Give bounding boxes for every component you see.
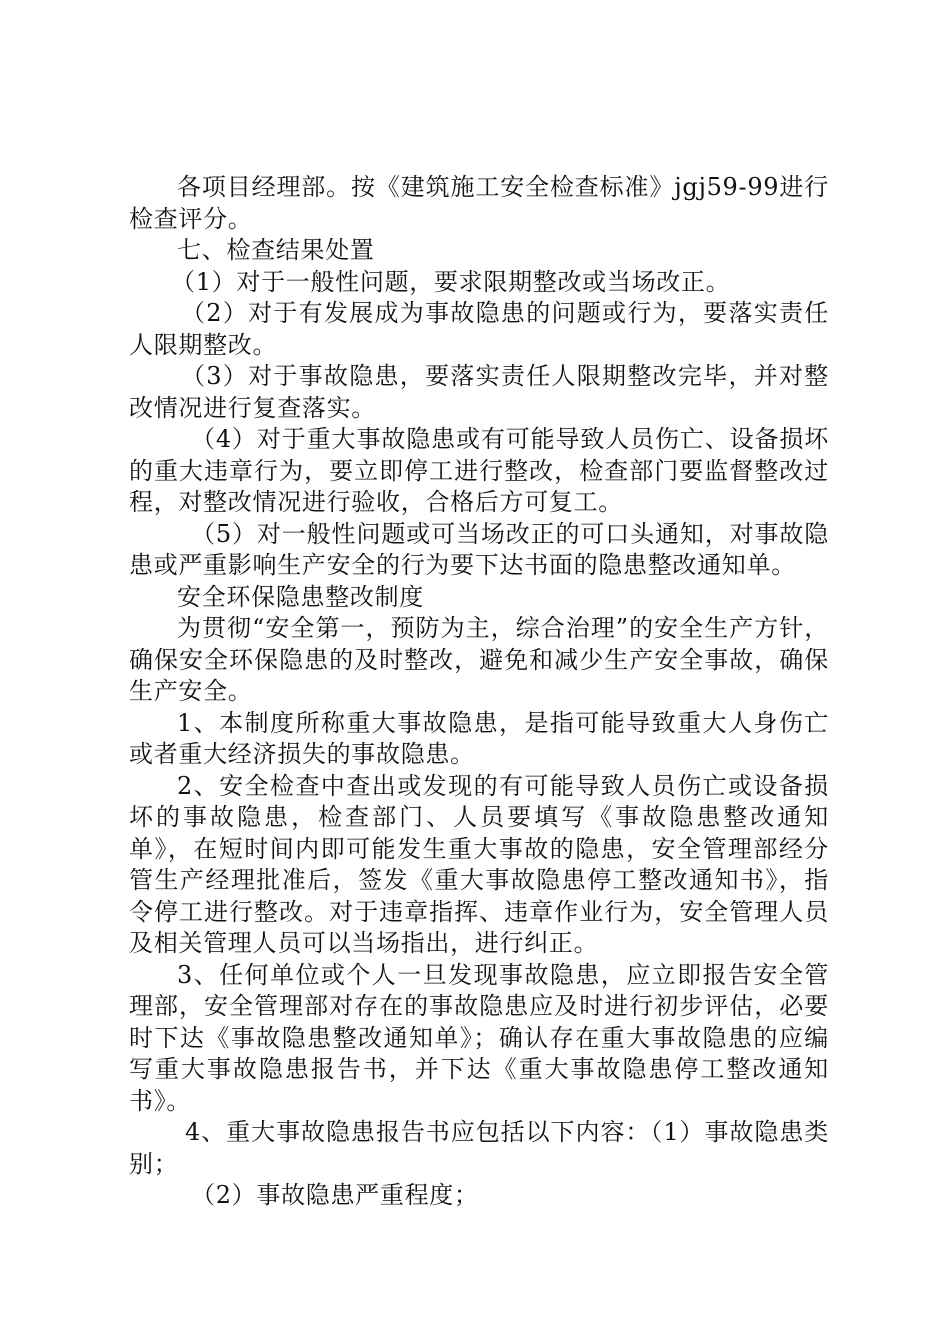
paragraph-major-hazards: （4）对于重大事故隐患或有可能导致人员伤亡、设备损坏的重大违章行为，要立即停工进行整改，检查部门要监督整改过程，对整改情况进行验收，合格后方可复工。: [129, 425, 829, 516]
paragraph-rule-4-item-2: （2）事故隐患严重程度；: [191, 1181, 479, 1209]
document-body: [129, 172, 829, 1212]
document-section-title: 安全环保隐患整改制度: [177, 582, 424, 611]
paragraph-rule-1: 1、本制度所称重大事故隐患，是指可能导致重大人身伤亡或者重大经济损失的事故隐患。: [129, 708, 829, 768]
paragraph-potential-hazards: （2）对于有发展成为事故隐患的问题或行为，要落实责任人限期整改。: [129, 299, 829, 359]
paragraph-inspection-scope: 各项目经理部。按《建筑施工安全检查标准》jgj59-99进行检查评分。: [129, 173, 829, 233]
paragraph-notice-handling: （5）对一般性问题或可当场改正的可口头通知，对事故隐患或严重影响生产安全的行为要下达书面的隐患整改通知单。: [129, 519, 829, 579]
paragraph-rule-3: 3、任何单位或个人一旦发现事故隐患，应立即报告安全管理部，安全管理部对存在的事故隐患应及时进行初步评估，必要时下达《事故隐患整改通知单》；确认存在重大事故隐患的应编写重大事故隐患报告书，并下达《重大事故隐患停工整改通知书》。: [129, 960, 829, 1115]
paragraph-rule-4: 4、重大事故隐患报告书应包括以下内容：（1）事故隐患类别；: [129, 1118, 829, 1178]
paragraph-purpose: 为贯彻“安全第一，预防为主，综合治理”的安全生产方针，确保安全环保隐患的及时整改，避免和减少生产安全事故，确保生产安全。: [129, 614, 829, 705]
paragraph-general-issues: （1）对于一般性问题，要求限期整改或当场改正。: [171, 267, 731, 296]
paragraph-rule-2: 2、安全检查中查出或发现的有可能导致人员伤亡或设备损坏的事故隐患，检查部门、人员要填写《事故隐患整改通知单》，在短时间内即可能发生重大事故的隐患，安全管理部经分管生产经理批准后，签发《重大事故隐患停工整改通知书》，指令停工进行整改。对于违章指挥、违章作业行为，安全管理人员及相关管理人员可以当场指出，进行纠正。: [129, 771, 829, 957]
paragraph-accident-hazards: （3）对于事故隐患，要落实责任人限期整改完毕，并对整改情况进行复查落实。: [129, 362, 829, 422]
section-heading-inspection-results: 七、检查结果处置: [177, 236, 375, 264]
